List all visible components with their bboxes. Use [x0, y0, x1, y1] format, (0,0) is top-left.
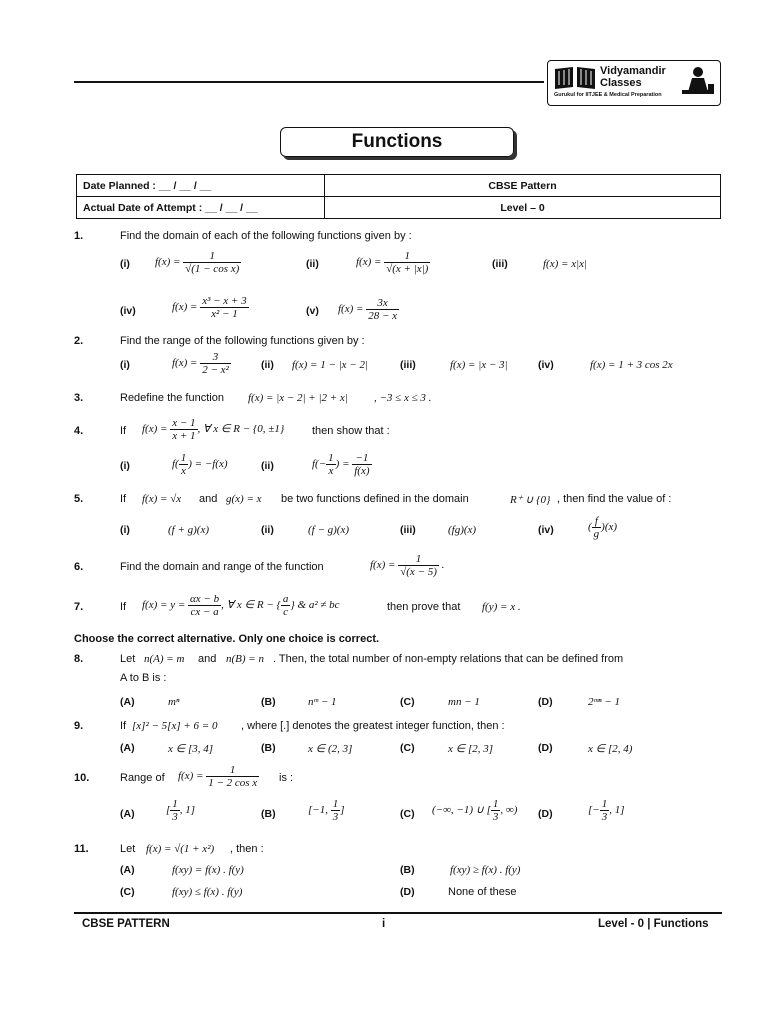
page-title: Functions	[280, 127, 514, 157]
question-text: . Then, the total number of non-empty relations that can be defined from	[273, 653, 624, 665]
math-expression: f(x) = y = $\frac{\alpha x - b}{cx - a}$ , ∀ x ∈ R − { $\frac{a}{c}$ } & a² ≠ bc	[142, 593, 340, 618]
option-label: (B)	[261, 742, 276, 754]
math-expression: (fg)(x)	[448, 524, 477, 536]
option-label: (D)	[400, 886, 415, 898]
question-text: If	[120, 493, 127, 505]
question-text: is :	[279, 772, 294, 784]
question-number: 2.	[74, 335, 84, 347]
math-expression: nᵐ − 1	[308, 696, 337, 708]
question-number: 8.	[74, 653, 84, 665]
option-label: (ii)	[306, 258, 319, 270]
option-label: (i)	[120, 524, 130, 536]
math-expression: f(− $\frac{1}{x}$ ) = $\frac{-1}{f(x)}$	[312, 452, 370, 477]
option-label: (iii)	[400, 524, 416, 536]
math-expression: f(x) = $\frac{3x}{28 - x}$	[338, 297, 397, 322]
math-expression: R⁺ ∪ {0}	[510, 494, 551, 506]
question-text: and	[198, 653, 217, 665]
option-label: (C)	[400, 696, 415, 708]
vidyamandir-logo	[547, 60, 721, 106]
math-expression: n(B) = n	[226, 653, 264, 665]
logo-line-1: Vidyamandir	[600, 65, 666, 77]
option-label: (C)	[120, 886, 135, 898]
math-expression: ( $\frac{f}{g}$ )(x)	[588, 515, 618, 540]
section-heading: Choose the correct alternative. Only one choice is correct.	[74, 633, 380, 645]
option-label: (C)	[400, 808, 415, 820]
level-label: Level – 0	[325, 197, 721, 219]
math-expression: (−∞, −1) ∪ [ $\frac{1}{3}$ , ∞)	[432, 798, 518, 823]
question-number: 3.	[74, 392, 84, 404]
option-label: (i)	[120, 460, 130, 472]
book-icon	[553, 65, 597, 91]
page-number: i	[382, 918, 386, 930]
math-expression: [−1, $\frac{1}{3}$ ]	[308, 798, 345, 823]
footer-rule	[74, 912, 722, 914]
option-label: (A)	[120, 808, 135, 820]
math-expression: f(x) = |x − 3|	[450, 359, 508, 371]
math-expression: f( $\frac{1}{x}$ ) = −f(x)	[172, 452, 228, 477]
option-label: (ii)	[261, 359, 274, 371]
question-number: 11.	[74, 843, 89, 855]
question-number: 7.	[74, 601, 84, 613]
option-label: (v)	[306, 305, 319, 317]
math-expression: n(A) = m	[144, 653, 185, 665]
header-rule	[74, 81, 544, 83]
question-text: and	[199, 493, 218, 505]
question-text: If	[120, 425, 127, 437]
question-number: 5.	[74, 493, 84, 505]
math-expression: x ∈ [3, 4]	[168, 743, 214, 755]
question-number: 9.	[74, 720, 84, 732]
option-label: (iv)	[538, 359, 554, 371]
math-expression: x ∈ [2, 3]	[448, 743, 494, 755]
option-label: (D)	[538, 742, 553, 754]
question-text: be two functions defined in the domain	[281, 493, 469, 505]
math-expression: f(x) = $\frac{1}{√(x + |x|)}$	[356, 250, 429, 275]
option-label: (i)	[120, 258, 130, 270]
math-expression: f(x) = √x	[142, 493, 182, 505]
math-expression: mⁿ	[168, 696, 180, 708]
option-label: (iv)	[120, 305, 136, 317]
footer-right: Level - 0 | Functions	[598, 918, 709, 930]
question-text: Find the domain and range of the function	[120, 561, 324, 573]
option-label: (ii)	[261, 460, 274, 472]
math-expression: f(x) = 1 − |x − 2|	[292, 359, 368, 371]
question-text: A to B is :	[120, 672, 167, 684]
math-expression: f(y) = x .	[482, 601, 521, 613]
math-expression: f(x) = $\frac{\text{x³ − x + 3}}{\text{x² − 1}}$	[172, 295, 247, 320]
option-label: (D)	[538, 808, 553, 820]
option-label: (B)	[261, 696, 276, 708]
option-label: (iii)	[492, 258, 508, 270]
question-number: 1.	[74, 230, 84, 242]
question-number: 4.	[74, 425, 84, 437]
math-expression: , −3 ≤ x ≤ 3 .	[374, 392, 432, 404]
question-text: Let	[120, 653, 136, 665]
question-text: Find the domain of each of the following functions given by :	[120, 230, 412, 242]
question-text: Find the range of the following functions given by :	[120, 335, 365, 347]
math-expression: f(x) = √(1 + x²)	[146, 843, 215, 855]
logo-tagline: Gurukul for IITJEE & Medical Preparation	[554, 92, 662, 98]
actual-date: Actual Date of Attempt : __ / __ / __	[77, 197, 325, 219]
student-figure-icon	[680, 64, 716, 98]
math-expression: (f − g)(x)	[308, 524, 350, 536]
math-expression: (f + g)(x)	[168, 524, 210, 536]
option-label: (iv)	[538, 524, 554, 536]
option-label: (A)	[120, 864, 135, 876]
question-text: , where [.] denotes the greatest integer function, then :	[241, 720, 505, 732]
math-expression: f(xy) ≥ f(x) . f(y)	[450, 864, 521, 876]
option-label: (ii)	[261, 524, 274, 536]
option-label: (A)	[120, 696, 135, 708]
question-text: , then find the value of :	[557, 493, 672, 505]
math-expression: f(x) = $\frac{1}{\text{√(1 − cos x)}}$	[155, 250, 240, 275]
question-text: Range of	[120, 772, 165, 784]
question-text: Let	[120, 843, 136, 855]
question-text: If	[120, 720, 127, 732]
question-text: then prove that	[387, 601, 461, 613]
math-expression: 2ᵐⁿ − 1	[588, 696, 620, 708]
option-label: (B)	[400, 864, 415, 876]
pattern-label: CBSE Pattern	[325, 175, 721, 197]
question-number: 10.	[74, 772, 90, 784]
question-text: Redefine the function	[120, 392, 224, 404]
question-number: 6.	[74, 561, 84, 573]
option-label: (i)	[120, 359, 130, 371]
math-expression: f(x) = $\frac{1}{\text{1 − 2 cos x}}$	[178, 764, 258, 789]
option-label: (A)	[120, 742, 135, 754]
option-text: None of these	[448, 886, 517, 898]
logo-line-2: Classes	[600, 77, 642, 89]
date-planned: Date Planned : __ / __ / __	[77, 175, 325, 197]
math-expression: f(x) = $\frac{1}{√(x - 5)}$ .	[370, 553, 445, 578]
math-expression: f(x) = |x − 2| + |2 + x|	[248, 392, 348, 404]
math-expression: g(x) = x	[226, 493, 262, 505]
math-expression: [− $\frac{1}{3}$ , 1]	[588, 798, 625, 823]
footer-left: CBSE PATTERN	[82, 918, 170, 930]
option-label: (iii)	[400, 359, 416, 371]
option-label: (C)	[400, 742, 415, 754]
math-expression: [x]² − 5[x] + 6 = 0	[132, 720, 218, 732]
math-expression: f(x) = $\frac{x - 1}{x + 1}$ , ∀ x ∈ R − {0, ±1}	[142, 417, 285, 442]
question-text: , then :	[230, 843, 264, 855]
option-label: (B)	[261, 808, 276, 820]
math-expression: f(xy) ≤ f(x) . f(y)	[172, 886, 243, 898]
math-expression: mn − 1	[448, 696, 480, 708]
info-table	[76, 174, 721, 219]
option-label: (D)	[538, 696, 553, 708]
math-expression: x ∈ [2, 4)	[588, 743, 633, 755]
question-text: If	[120, 601, 127, 613]
math-expression: f(x) = x|x|	[543, 258, 587, 270]
math-expression: f(xy) = f(x) . f(y)	[172, 864, 244, 876]
math-expression: x ∈ (2, 3]	[308, 743, 353, 755]
question-text: then show that :	[312, 425, 390, 437]
math-expression: [ $\frac{1}{3}$ , 1]	[166, 798, 196, 823]
math-expression: f(x) = 1 + 3 cos 2x	[590, 359, 673, 371]
math-expression: f(x) = $\frac{3}{\text{2 − x²}}$	[172, 351, 229, 376]
